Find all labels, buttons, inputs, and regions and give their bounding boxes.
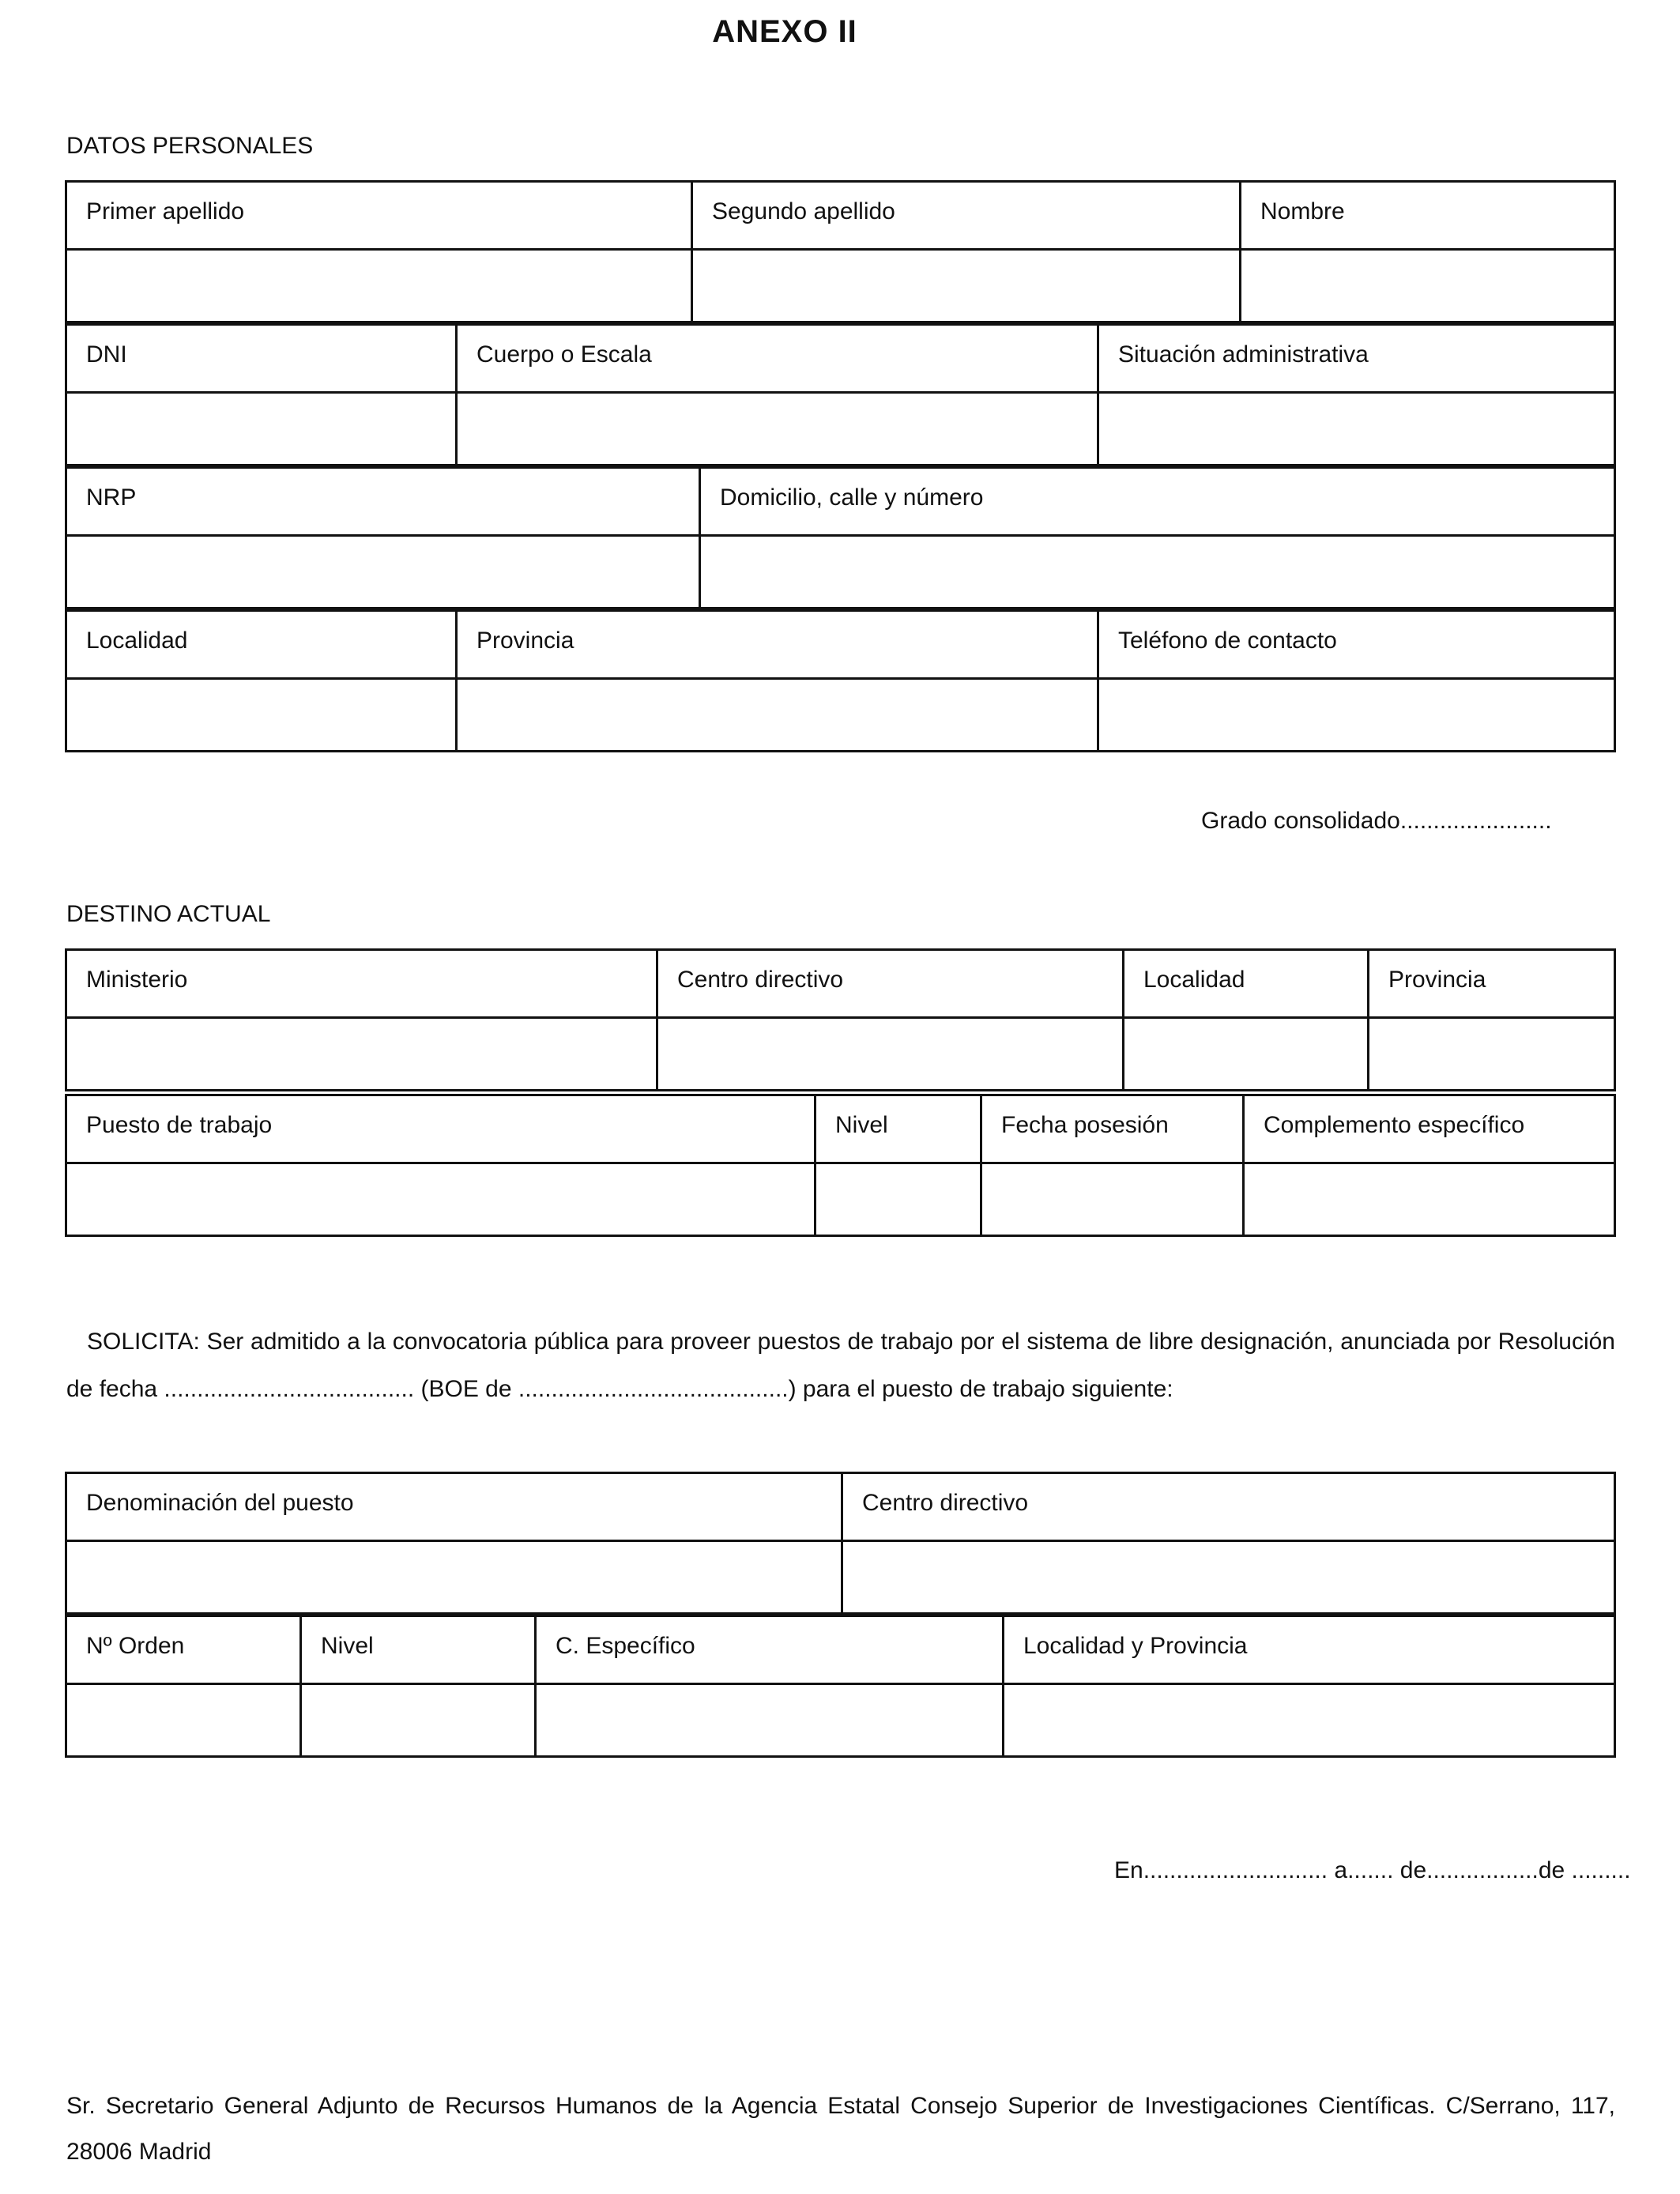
- field-situacion-administrativa[interactable]: [1098, 393, 1615, 466]
- field-destino-provincia[interactable]: [1369, 1018, 1615, 1091]
- label-destino-provincia: Provincia: [1369, 950, 1615, 1018]
- fecha-lugar-line: En............................ a....... de.................de .........: [1114, 1857, 1631, 1883]
- datos-personales-table-row1: [65, 180, 1616, 323]
- puesto-solicitado-table-row1: [65, 1472, 1616, 1615]
- label-puesto-nivel: Nivel: [301, 1616, 536, 1684]
- label-domicilio: Domicilio, calle y número: [700, 468, 1615, 536]
- solicita-paragraph: SOLICITA: Ser admitido a la convocatoria pública para proveer puestos de trabajo por el sistema de libre designación, anunciada por Resolución de fecha ...................................... (BOE de .........................................) para el puesto de trabajo siguiente:: [66, 1329, 1615, 1402]
- field-cuerpo-escala[interactable]: [457, 393, 1098, 466]
- label-puesto-trabajo: Puesto de trabajo: [66, 1095, 816, 1163]
- label-segundo-apellido: Segundo apellido: [692, 182, 1241, 250]
- field-denominacion-puesto[interactable]: [66, 1541, 842, 1614]
- label-fecha-posesion: Fecha posesión: [981, 1095, 1244, 1163]
- destino-actual-table-row1: [65, 948, 1616, 1091]
- field-puesto-nivel[interactable]: [301, 1684, 536, 1757]
- field-segundo-apellido[interactable]: [692, 250, 1241, 322]
- field-centro-directivo[interactable]: [657, 1018, 1124, 1091]
- field-puesto-centro-directivo[interactable]: [842, 1541, 1615, 1614]
- document-title: ANEXO II: [712, 14, 857, 49]
- puesto-solicitado-table-row2: [65, 1615, 1616, 1758]
- label-puesto-centro-directivo: Centro directivo: [842, 1473, 1615, 1541]
- label-numero-orden: Nº Orden: [66, 1616, 301, 1684]
- field-provincia[interactable]: [457, 679, 1098, 752]
- section-heading-datos-personales: DATOS PERSONALES: [66, 133, 314, 159]
- grado-consolidado: Grado consolidado.......................: [1201, 808, 1552, 834]
- label-denominacion-puesto: Denominación del puesto: [66, 1473, 842, 1541]
- field-ministerio[interactable]: [66, 1018, 657, 1091]
- section-heading-destino-actual: DESTINO ACTUAL: [66, 901, 271, 927]
- label-centro-directivo: Centro directivo: [657, 950, 1124, 1018]
- field-complemento-especifico[interactable]: [1244, 1163, 1615, 1236]
- datos-personales-table-row3: [65, 466, 1616, 609]
- label-ministerio: Ministerio: [66, 950, 657, 1018]
- label-cuerpo-escala: Cuerpo o Escala: [457, 325, 1098, 393]
- field-domicilio[interactable]: [700, 536, 1615, 609]
- field-primer-apellido[interactable]: [66, 250, 692, 322]
- field-nombre[interactable]: [1241, 250, 1615, 322]
- label-primer-apellido: Primer apellido: [66, 182, 692, 250]
- field-dni[interactable]: [66, 393, 457, 466]
- field-puesto-trabajo[interactable]: [66, 1163, 816, 1236]
- field-numero-orden[interactable]: [66, 1684, 301, 1757]
- destino-actual-table-row2: [65, 1094, 1616, 1237]
- field-nivel[interactable]: [816, 1163, 981, 1236]
- field-nrp[interactable]: [66, 536, 700, 609]
- label-localidad-provincia: Localidad y Provincia: [1004, 1616, 1615, 1684]
- field-destino-localidad[interactable]: [1124, 1018, 1369, 1091]
- label-nivel: Nivel: [816, 1095, 981, 1163]
- field-localidad-provincia[interactable]: [1004, 1684, 1615, 1757]
- field-c-especifico[interactable]: [536, 1684, 1004, 1757]
- datos-personales-table-row2: [65, 323, 1616, 466]
- label-nombre: Nombre: [1241, 182, 1615, 250]
- label-dni: DNI: [66, 325, 457, 393]
- label-complemento-especifico: Complemento específico: [1244, 1095, 1615, 1163]
- label-provincia: Provincia: [457, 611, 1098, 679]
- label-situacion-administrativa: Situación administrativa: [1098, 325, 1615, 393]
- datos-personales-table-row4: [65, 609, 1616, 752]
- field-fecha-posesion[interactable]: [981, 1163, 1244, 1236]
- label-telefono: Teléfono de contacto: [1098, 611, 1615, 679]
- label-nrp: NRP: [66, 468, 700, 536]
- label-destino-localidad: Localidad: [1124, 950, 1369, 1018]
- destinatario: Sr. Secretario General Adjunto de Recursos Humanos de la Agencia Estatal Consejo Superior de Investigaciones Científicas. C/Serrano, 117, 28006 Madrid: [66, 2093, 1615, 2165]
- field-telefono[interactable]: [1098, 679, 1615, 752]
- field-localidad[interactable]: [66, 679, 457, 752]
- label-c-especifico: C. Específico: [536, 1616, 1004, 1684]
- label-localidad: Localidad: [66, 611, 457, 679]
